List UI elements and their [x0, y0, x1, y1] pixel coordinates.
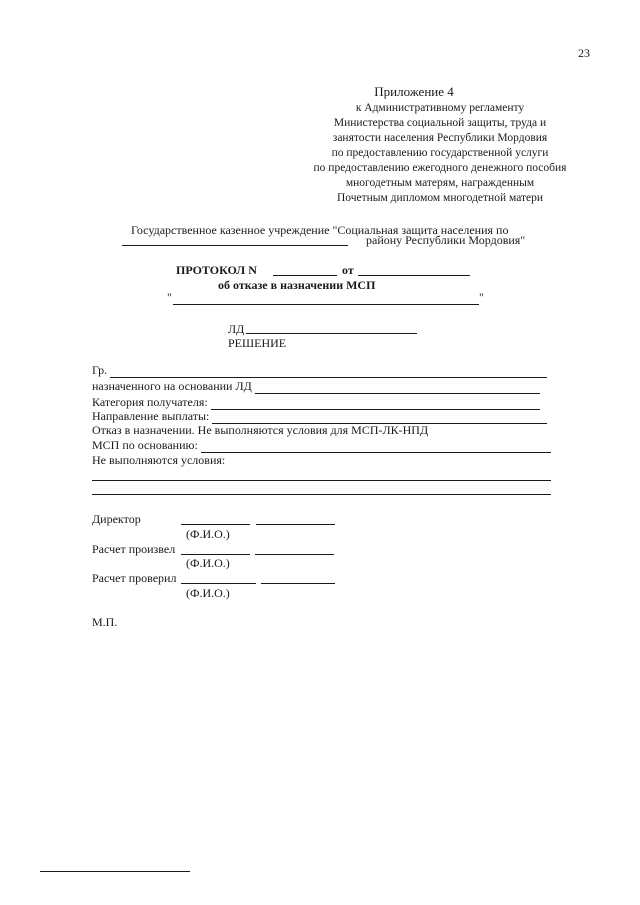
refusal-text: Отказ в назначении. Не выполняются условия для МСП-ЛК-НПД	[92, 423, 429, 437]
director-signature-blank	[181, 524, 250, 525]
checked-fio: (Ф.И.О.)	[186, 586, 230, 600]
msp-basis-label: МСП по основанию:	[92, 438, 198, 452]
checked-by-label: Расчет проверил	[92, 571, 177, 585]
ld-blank	[246, 333, 417, 334]
recipient-category-field	[92, 395, 540, 410]
assigned-basis-field	[92, 379, 540, 394]
recipient-category-label: Категория получателя:	[92, 395, 208, 409]
appendix-line: по предоставлению ежегодного денежного пособия	[313, 162, 567, 174]
assigned-basis-label: назначенного на основании ЛД	[92, 379, 252, 393]
payment-direction-field	[92, 409, 547, 424]
decision-label: РЕШЕНИЕ	[228, 336, 287, 350]
calculated-name-blank	[255, 554, 334, 555]
protocol-name-blank	[173, 304, 479, 305]
appendix-line: многодетным матерям, награжденным	[345, 177, 535, 189]
protocol-label: ПРОТОКОЛ N	[176, 263, 257, 277]
institution-district: району Республики Мордовия"	[366, 233, 526, 247]
protocol-date-blank	[358, 275, 470, 276]
stamp-label: М.П.	[92, 615, 118, 629]
payment-direction-label: Направление выплаты:	[92, 409, 210, 423]
conditions-blank	[92, 494, 551, 495]
conditions-label: Не выполняются условия:	[92, 453, 226, 467]
protocol-date-label: от	[342, 263, 354, 277]
appendix-line: Почетным дипломом многодетной матери	[336, 192, 544, 204]
district-blank	[122, 245, 348, 246]
page-number: 23	[578, 46, 590, 60]
conditions-blank	[92, 480, 551, 481]
checked-signature-blank	[181, 583, 256, 584]
director-fio: (Ф.И.О.)	[186, 527, 230, 541]
institution-line: Государственное казенное учреждение "Социальная защита населения по	[131, 223, 509, 237]
director-name-blank	[256, 524, 335, 525]
checked-name-blank	[261, 583, 335, 584]
appendix-line: к Административному регламенту	[355, 102, 525, 114]
appendix-line: Министерства социальной защиты, труда и	[333, 117, 547, 129]
appendix-line: по предоставлению государственной услуги	[331, 147, 549, 159]
protocol-subtitle: об отказе в назначении МСП	[218, 278, 376, 292]
calculated-signature-blank	[181, 554, 250, 555]
calculated-fio: (Ф.И.О.)	[186, 556, 230, 570]
calculated-by-label: Расчет произвел	[92, 542, 176, 556]
appendix-line: занятости населения Республики Мордовия	[332, 132, 548, 144]
msp-basis-field	[92, 438, 551, 453]
close-quote: "	[479, 292, 484, 304]
appendix-title: Приложение 4	[374, 84, 454, 99]
footnote-separator	[40, 871, 190, 872]
director-label: Директор	[92, 512, 141, 526]
citizen-field	[92, 363, 547, 378]
ld-label: ЛД	[228, 322, 245, 336]
citizen-label: Гр.	[92, 363, 108, 377]
open-quote: "	[167, 292, 172, 304]
protocol-number-blank	[273, 275, 337, 276]
